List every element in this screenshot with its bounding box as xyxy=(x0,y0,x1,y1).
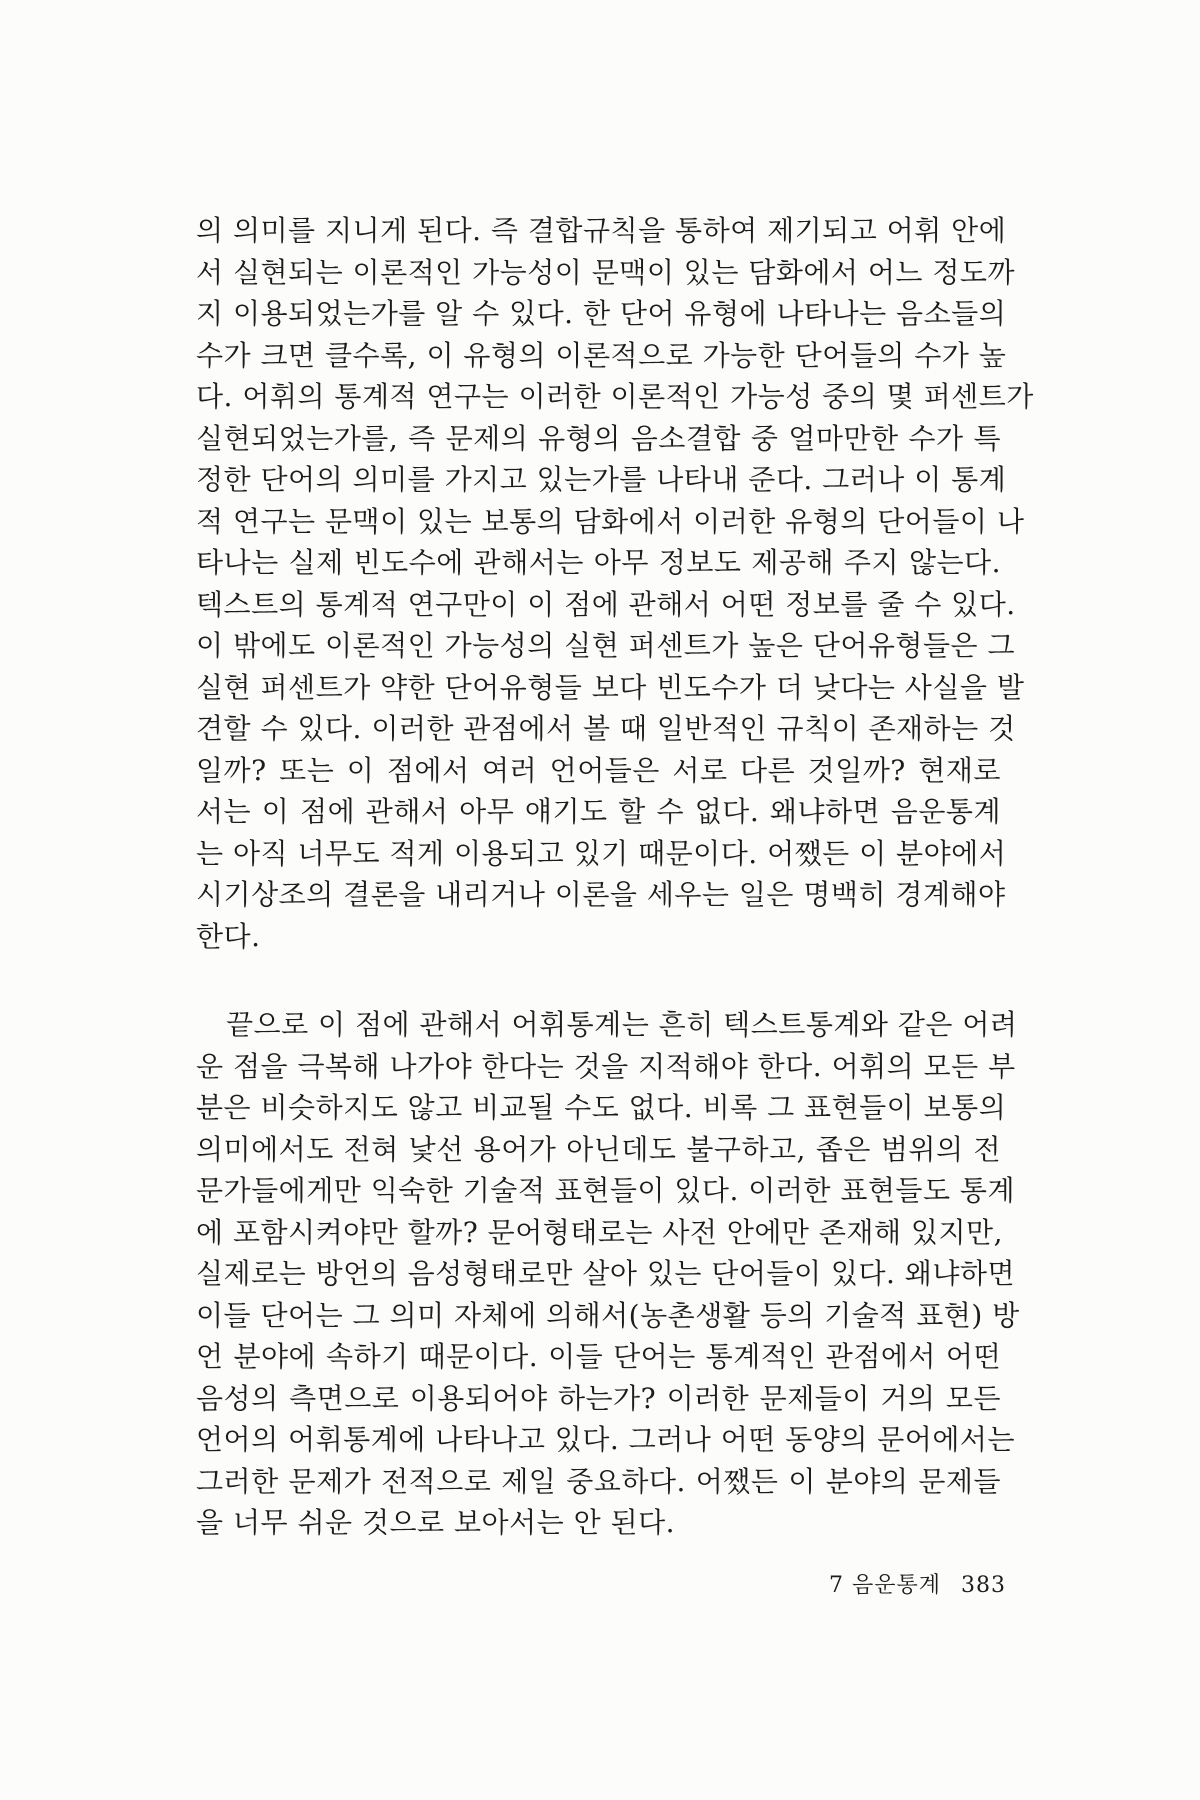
text-line: 는 아직 너무도 적게 이용되고 있기 때문이다. 어쨌든 이 분야에서 xyxy=(196,836,1007,870)
text-line: 운 점을 극복해 나가야 한다는 것을 지적해야 한다. 어휘의 모든 부 xyxy=(196,1049,1016,1083)
paragraph-2 xyxy=(196,1004,1020,1544)
text-line: 한다. xyxy=(196,919,261,953)
text-line: 에 포함시켜야만 할까? 문어형태로는 사전 안에만 존재해 있지만, xyxy=(196,1215,1003,1249)
text-line: 시기상조의 결론을 내리거나 이론을 세우는 일은 명백히 경계해야 xyxy=(196,878,1006,911)
page-number: 383 xyxy=(961,1573,1006,1598)
text-line: 끝으로 이 점에 관해서 어휘통계는 흔히 텍스트통계와 같은 어려 xyxy=(226,1008,1018,1041)
paragraph-1 xyxy=(196,210,1034,957)
text-line: 의 의미를 지니게 된다. 즉 결합규칙을 통하여 제기되고 어휘 안에 xyxy=(196,214,1007,247)
text-line: 이들 단어는 그 의미 자체에 의해서(농촌생활 등의 기술적 표현) 방 xyxy=(196,1298,1020,1332)
text-line: 분은 비슷하지도 않고 비교될 수도 없다. 비록 그 표현들이 보통의 xyxy=(196,1091,1007,1124)
text-line: 서 실현되는 이론적인 가능성이 문맥이 있는 담화에서 어느 정도까 xyxy=(196,255,1016,289)
text-line: 언 분야에 속하기 때문이다. 이들 단어는 통계적인 관점에서 어떤 xyxy=(196,1340,1001,1373)
text-line: 타나는 실제 빈도수에 관해서는 아무 정보도 제공해 주지 않는다. xyxy=(196,546,1001,579)
text-line: 수가 크면 클수록, 이 유형의 이론적으로 가능한 단어들의 수가 높 xyxy=(196,338,1007,372)
text-line: 적 연구는 문맥이 있는 보통의 담화에서 이러한 유형의 단어들이 나 xyxy=(196,504,1025,538)
running-head: 7 음운통계 xyxy=(829,1573,941,1598)
text-line: 텍스트의 통계적 연구만이 이 점에 관해서 어떤 정보를 줄 수 있다. xyxy=(196,587,1016,621)
text-line: 실현 퍼센트가 약한 단어유형들 보다 빈도수가 더 낮다는 사실을 발 xyxy=(196,670,1025,704)
text-line: 실현되었는가를, 즉 문제의 유형의 음소결합 중 얼마만한 수가 특 xyxy=(196,421,1001,455)
text-line: 실제로는 방언의 음성형태로만 살아 있는 단어들이 있다. 왜냐하면 xyxy=(196,1257,1016,1290)
text-line: 이 밖에도 이론적인 가능성의 실현 퍼센트가 높은 단어유형들은 그 xyxy=(196,629,1016,662)
text-line: 일까? 또는 이 점에서 여러 언어들은 서로 다른 것일까? 현재로 xyxy=(196,753,1001,787)
text-line: 정한 단어의 의미를 가지고 있는가를 나타내 준다. 그러나 이 통계 xyxy=(196,463,1007,496)
text-line: 의미에서도 전혀 낯선 용어가 아닌데도 불구하고, 좁은 범위의 전 xyxy=(196,1132,1001,1166)
text-line: 서는 이 점에 관해서 아무 얘기도 할 수 없다. 왜냐하면 음운통계 xyxy=(196,795,1001,828)
text-line: 언어의 어휘통계에 나타나고 있다. 그러나 어떤 동양의 문어에서는 xyxy=(196,1423,1016,1456)
text-line: 음성의 측면으로 이용되어야 하는가? 이러한 문제들이 거의 모든 xyxy=(196,1381,1001,1415)
text-line: 다. 어휘의 통계적 연구는 이러한 이론적인 가능성 중의 몇 퍼센트가 xyxy=(196,380,1034,413)
text-line: 지 이용되었는가를 알 수 있다. 한 단어 유형에 나타나는 음소들의 xyxy=(196,297,1007,330)
text-line: 그러한 문제가 전적으로 제일 중요하다. 어쨌든 이 분야의 문제들 xyxy=(196,1464,1001,1498)
page-footer xyxy=(817,1568,1006,1599)
text-line: 견할 수 있다. 이러한 관점에서 볼 때 일반적인 규칙이 존재하는 것 xyxy=(196,712,1016,745)
text-line: 을 너무 쉬운 것으로 보아서는 안 된다. xyxy=(196,1506,676,1539)
text-line: 문가들에게만 익숙한 기술적 표현들이 있다. 이러한 표현들도 통계 xyxy=(196,1174,1016,1207)
